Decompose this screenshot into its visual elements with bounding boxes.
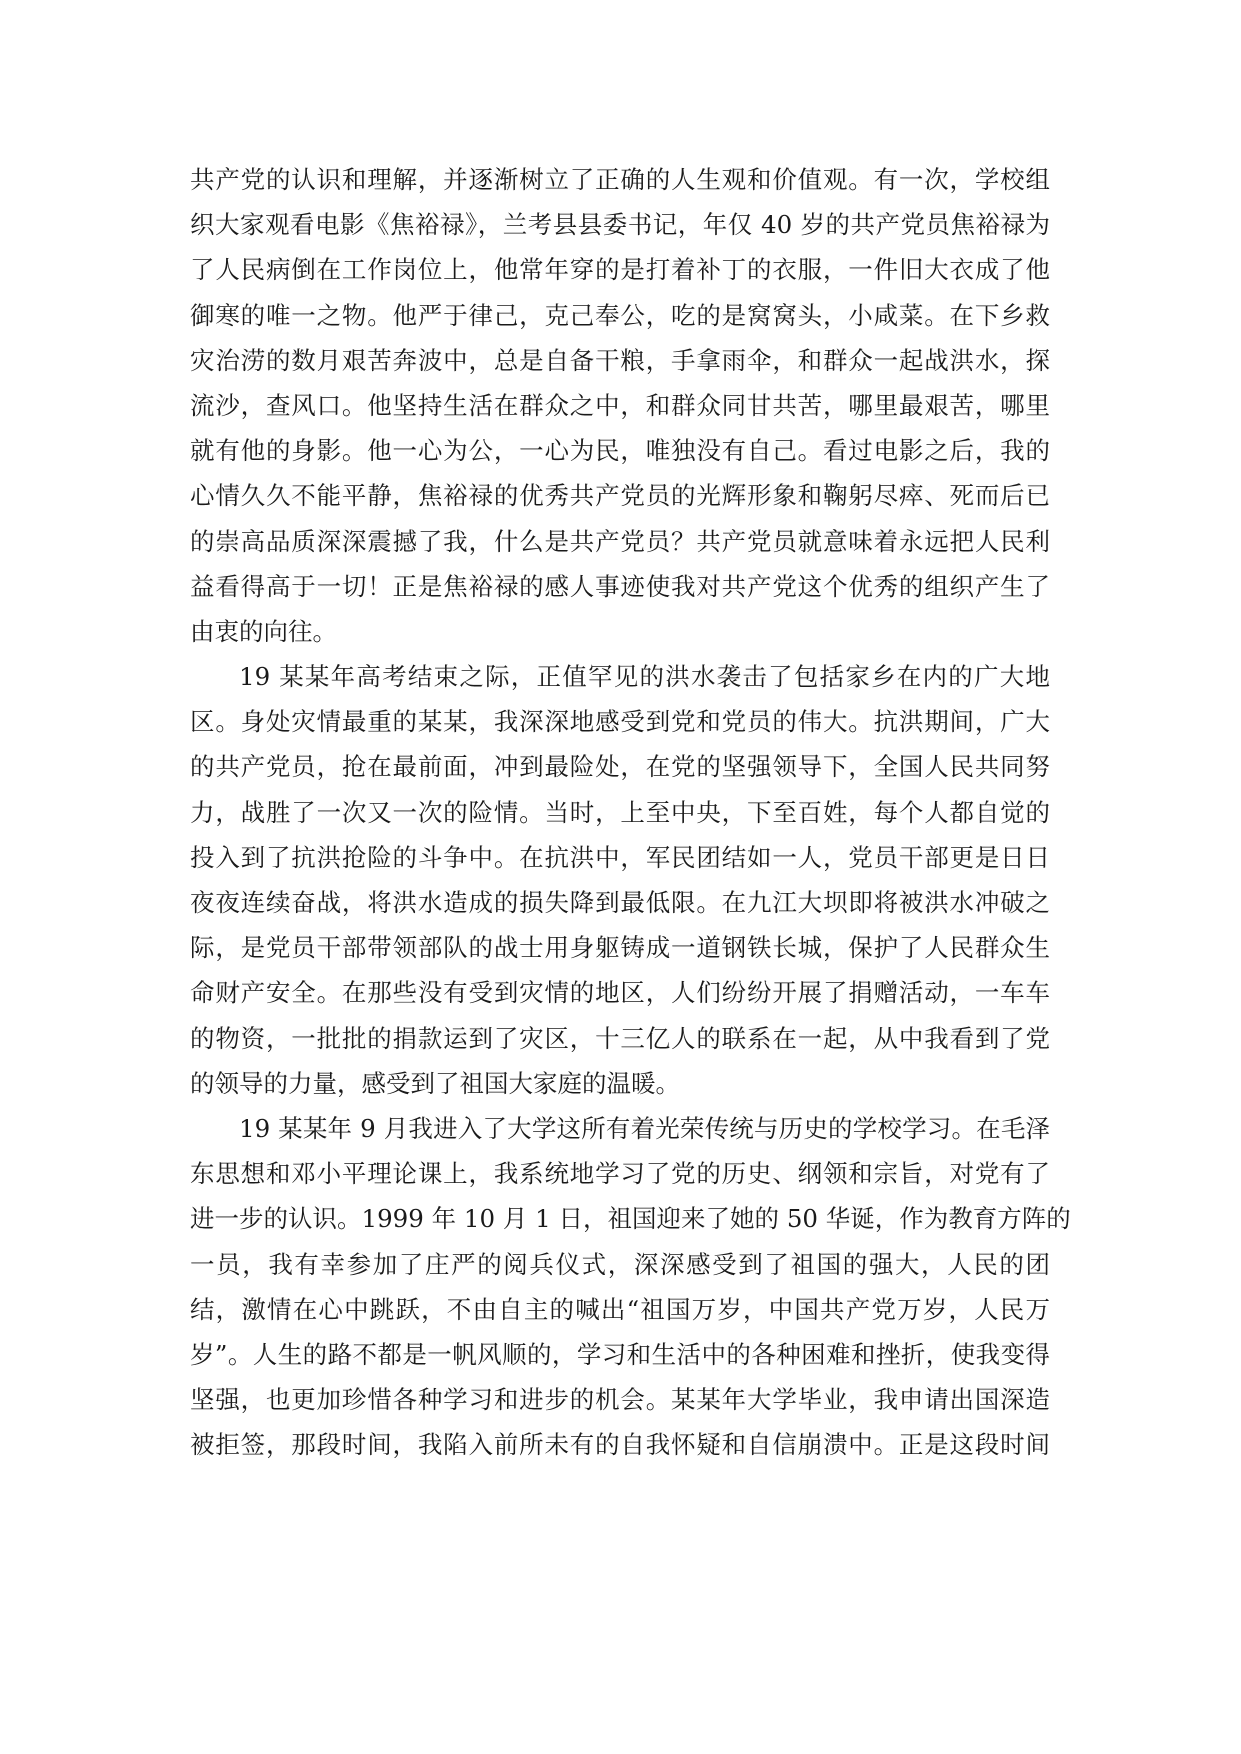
- text-line: 力，战胜了一次又一次的险情。当时，上至中央，下至百姓，每个人都自觉的: [190, 797, 1050, 827]
- document-body: [190, 157, 1071, 1467]
- text-line: 织大家观看电影《焦裕禄》，兰考县县委书记，年仅 40 岁的共产党员焦裕禄为: [190, 210, 1050, 240]
- text-line: 了人民病倒在工作岗位上，他常年穿的是打着补丁的衣服，一件旧大衣成了他: [190, 255, 1050, 285]
- text-line: 夜夜连续奋战，将洪水造成的损失降到最低限。在九江大坝即将被洪水冲破之: [190, 888, 1050, 917]
- text-line: 益看得高于一切！正是焦裕禄的感人事迹使我对共产党这个优秀的组织产生了: [190, 571, 1050, 601]
- text-line: 际，是党员干部带领部队的战士用身躯铸成一道钢铁长城，保护了人民群众生: [190, 933, 1050, 963]
- text-line: 命财产安全。在那些没有受到灾情的地区，人们纷纷开展了捐赠活动，一车车: [190, 978, 1050, 1008]
- text-line: 19 某某年高考结束之际，正值罕见的洪水袭击了包括家乡在内的广大地: [239, 662, 1050, 692]
- paragraph-1: [190, 157, 1050, 654]
- text-line: 就有他的身影。他一心为公，一心为民，唯独没有自己。看过电影之后，我的: [190, 436, 1050, 466]
- text-line: 御寒的唯一之物。他严于律己，克己奉公，吃的是窝窝头，小咸菜。在下乡救: [190, 300, 1050, 330]
- text-line: 流沙，查风口。他坚持生活在群众之中，和群众同甘共苦，哪里最艰苦，哪里: [190, 390, 1050, 420]
- text-line: 19 某某年 9 月我进入了大学这所有着光荣传统与历史的学校学习。在毛泽: [239, 1113, 1050, 1143]
- text-line: 的崇高品质深深震撼了我，什么是共产党员？共产党员就意味着永远把人民利: [190, 526, 1050, 556]
- text-line: 岁”。人生的路不都是一帆风顺的，学习和生活中的各种困难和挫折，使我变得: [190, 1339, 1050, 1369]
- text-line: 由衷的向往。: [190, 616, 337, 646]
- text-line: 心情久久不能平静，焦裕禄的优秀共产党员的光辉形象和鞠躬尽瘁、死而后已: [190, 481, 1050, 511]
- text-line: 的共产党员，抢在最前面，冲到最险处，在党的坚强领导下，全国人民共同努: [190, 752, 1050, 782]
- paragraph-2: [190, 654, 1050, 1106]
- paragraph-3: [190, 1106, 1071, 1468]
- text-line: 坚强，也更加珍惜各种学习和进步的机会。某某年大学毕业，我申请出国深造: [190, 1385, 1050, 1415]
- text-line: 东思想和邓小平理论课上，我系统地学习了党的历史、纲领和宗旨，对党有了: [190, 1159, 1050, 1189]
- text-line: 的物资，一批批的捐款运到了灾区，十三亿人的联系在一起，从中我看到了党: [190, 1023, 1050, 1053]
- text-line: 区。身处灾情最重的某某，我深深地感受到党和党员的伟大。抗洪期间，广大: [190, 707, 1050, 737]
- text-line: 被拒签，那段时间，我陷入前所未有的自我怀疑和自信崩溃中。正是这段时间: [190, 1430, 1050, 1460]
- text-line: 一员，我有幸参加了庄严的阅兵仪式，深深感受到了祖国的强大，人民的团: [190, 1249, 1050, 1279]
- text-line: 进一步的认识。1999 年 10 月 1 日，祖国迎来了她的 50 华诞，作为教育方阵的: [190, 1204, 1071, 1234]
- text-line: 的领导的力量，感受到了祖国大家庭的温暖。: [190, 1068, 680, 1098]
- text-line: 共产党的认识和理解，并逐渐树立了正确的人生观和价值观。有一次，学校组: [190, 165, 1050, 194]
- text-line: 投入到了抗洪抢险的斗争中。在抗洪中，军民团结如一人，党员干部更是日日: [190, 842, 1050, 872]
- text-line: 灾治涝的数月艰苦奔波中，总是自备干粮，手拿雨伞，和群众一起战洪水，探: [190, 345, 1050, 375]
- text-line: 结，激情在心中跳跃，不由自主的喊出“祖国万岁，中国共产党万岁，人民万: [190, 1294, 1050, 1324]
